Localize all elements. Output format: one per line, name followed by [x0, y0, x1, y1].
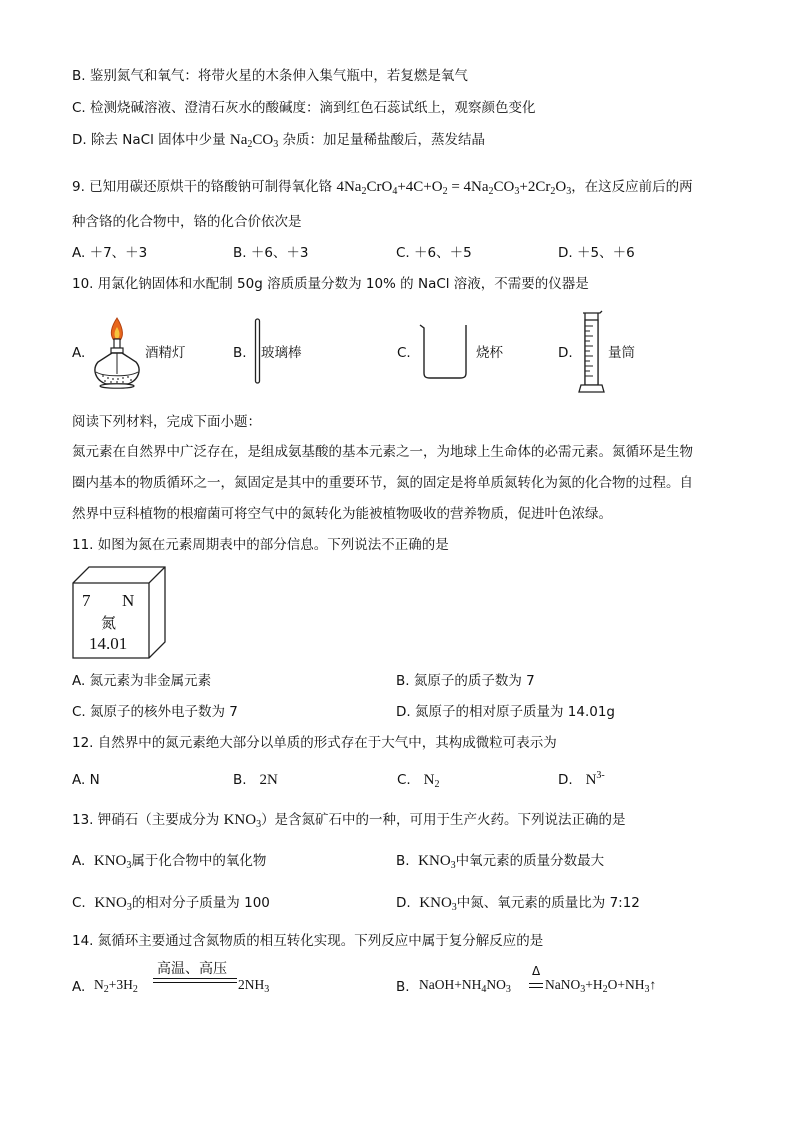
periodic-element-card — [72, 566, 168, 660]
element-name: 氮 — [101, 614, 117, 632]
element-mass: 14.01 — [89, 634, 128, 653]
q12-option-a: A. N — [72, 772, 100, 788]
q13-option-d: D. $KNO_3$中氮、氧元素的质量比为 7:12 — [396, 895, 640, 913]
q9-option-a: A. ＋7、＋3 — [72, 245, 148, 261]
q10-d-letter: D. — [558, 345, 573, 361]
element-symbol: N — [122, 591, 135, 610]
q12-stem: 12. 自然界中的氮元素绝大部分以单质的形式存在于大气中，其构成微粒可表示为 — [72, 735, 557, 751]
q10-b-label: 玻璃棒 — [261, 345, 302, 361]
q14-a-condition: 高温、高压 — [157, 961, 227, 977]
q8-option-c: C. 检测烧碱溶液、澄清石灰水的酸碱度：滴到红色石蕊试纸上，观察颜色变化 — [72, 100, 536, 116]
q12-b-formula: 2N — [259, 772, 278, 788]
q14-a-eq-line-bottom — [153, 982, 237, 983]
q9-equation: $4Na_2CrO_4+4C+O_2 = 4Na_2CO_3+2Cr_2O_3$ — [336, 179, 572, 197]
q13-option-a: A. $KNO_3$属于化合物中的氧化物 — [72, 853, 267, 871]
passage-line-3: 然界中豆科植物的根瘤菌可将空气中的氮转化为能被植物吸收的营养物质，促进叶色浓绿。 — [72, 506, 612, 522]
q10-a-label: 酒精灯 — [145, 345, 186, 361]
q13-formula: $KNO_3$ — [223, 812, 262, 830]
q14-b-eq-line-top — [529, 983, 543, 984]
q14-a-eq-line-top — [153, 978, 237, 979]
q10-a-letter: A. — [72, 345, 86, 361]
q10-b-letter: B. — [233, 345, 247, 361]
q12-option-c: C. $N_2$ — [397, 772, 440, 790]
q8-option-b: B. 鉴别氮气和氧气：将带火星的木条伸入集气瓶中，若复燃是氧气 — [72, 68, 468, 84]
q8-option-d — [72, 131, 485, 149]
q10-d-label: 量筒 — [608, 345, 635, 361]
q10-c-label: 烧杯 — [476, 345, 503, 361]
q14-b-reactants: $NaOH+NH_4NO_3$ — [419, 977, 511, 995]
q14-b-condition: Δ — [532, 964, 541, 978]
q8d-post: 杂质：加足量稀盐酸后，蒸发结晶 — [278, 132, 486, 148]
alcohol-lamp-icon — [90, 314, 144, 390]
q11-option-d: D. 氮原子的相对原子质量为 14.01g — [396, 704, 615, 720]
q14-b-letter: B. — [396, 979, 410, 995]
q14-b-eq-line-bottom — [529, 987, 543, 988]
q9-post: ，在这反应前后的两 — [571, 179, 693, 195]
q14-a-reactants: $N_2+3H_2$ — [94, 977, 138, 995]
passage-line-1: 氮元素在自然界中广泛存在，是组成氨基酸的基本元素之一，为地球上生命体的必需元素。氮循环是生物 — [72, 444, 693, 460]
q14-b-products: $NaNO_3+H_2O+NH_3↑$ — [545, 977, 657, 995]
q11-option-b: B. 氮原子的质子数为 7 — [396, 673, 535, 689]
q13-option-c: C. $KNO_3$的相对分子质量为 100 — [72, 895, 270, 913]
q9-stem-line2: 种含铬的化合物中，铬的化合价依次是 — [72, 214, 302, 230]
q13-option-b: B. $KNO_3$中氧元素的质量分数最大 — [396, 853, 605, 871]
q8d-chem: $Na_2CO_3$ — [229, 132, 279, 150]
reading-instruction: 阅读下列材料，完成下面小题： — [72, 414, 261, 430]
q9-option-c: C. ＋6、＋5 — [396, 245, 472, 261]
q14-a-letter: A. — [72, 979, 86, 995]
q14-a-products: $2NH_3$ — [238, 977, 270, 995]
q9-pre: 9. 已知用碳还原烘干的铬酸钠可制得氧化铬 — [72, 179, 337, 195]
graduated-cylinder-icon — [578, 310, 608, 394]
q10-stem: 10. 用氯化钠固体和水配制 50g 溶质质量分数为 10% 的 NaCl 溶液，不需要的仪器是 — [72, 276, 589, 292]
q11-option-c: C. 氮原子的核外电子数为 7 — [72, 704, 238, 720]
q12-option-b: B. 2N — [233, 772, 278, 788]
q11-stem: 11. 如图为氮在元素周期表中的部分信息。下列说法不正确的是 — [72, 537, 449, 553]
q11-option-a: A. 氮元素为非金属元素 — [72, 673, 212, 689]
beaker-icon — [418, 322, 472, 380]
passage-line-2: 圈内基本的物质循环之一，氮固定是其中的重要环节，氮的固定是将单质氮转化为氮的化合物的过程。自 — [72, 475, 693, 491]
q9-option-b: B. ＋6、＋3 — [233, 245, 309, 261]
q9-stem — [72, 178, 693, 196]
q8d-pre: D. 除去 NaCl 固体中少量 — [72, 132, 230, 148]
q12-c-formula: $N_2$ — [423, 772, 440, 790]
q10-c-letter: C. — [397, 345, 411, 361]
q12-option-d: D. $N^{3-}$ — [558, 770, 605, 788]
q13-stem: 13. 钾硝石（主要成分为 $KNO_3$）是含氮矿石中的一种，可用于生产火药。下列说法正确的是 — [72, 812, 626, 830]
q14-stem: 14. 氮循环主要通过含氮物质的相互转化实现。下列反应中属于复分解反应的是 — [72, 933, 544, 949]
q9-option-d: D. ＋5、＋6 — [558, 245, 635, 261]
element-atomic-number: 7 — [82, 591, 91, 610]
q12-d-formula: $N^{3-}$ — [585, 770, 605, 788]
